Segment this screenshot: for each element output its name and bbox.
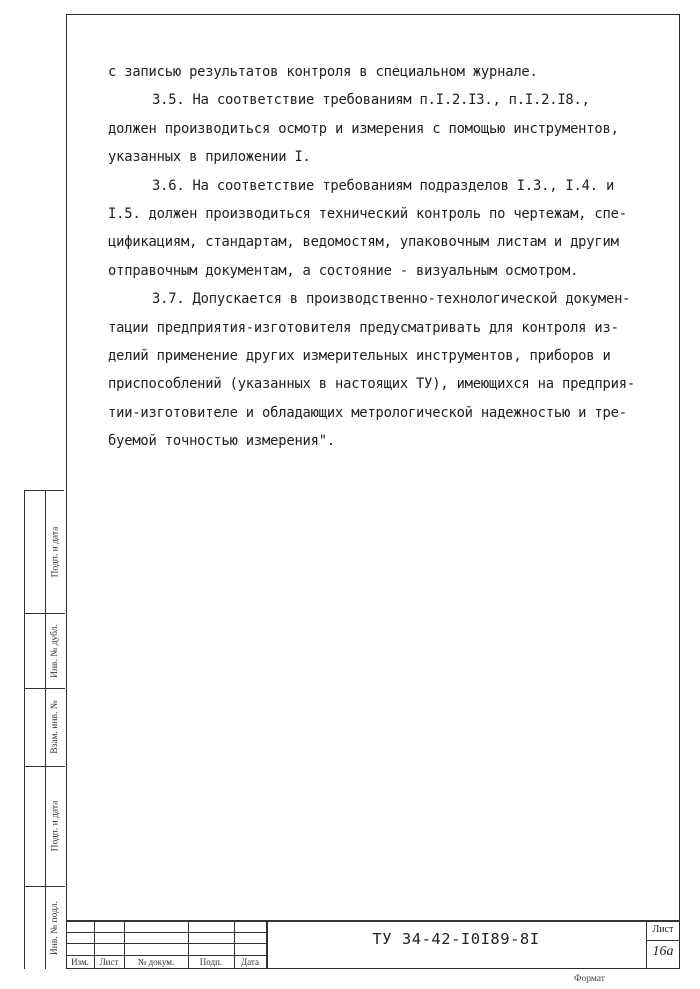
strip-label-orig-inv: Инв. № подл. [50,900,61,956]
text-line: 3.7. Допускается в производственно-технологической докумен- [152,291,631,308]
stamp-header-sheet: Лист [99,957,119,967]
text-line: тии-изготовителе и обладающих метрологической надежностью и тре- [108,404,627,421]
text-line: отправочным документам, а состояние - визуальным осмотром. [108,262,579,279]
text-line: 3.6. На соответствие требованиям подразделов I.3., I.4. и [152,177,615,194]
stamp-line [66,920,680,922]
text-line: тации предприятия-изготовителя предусматривать для контроля из- [108,319,619,336]
sheet-label: Лист [652,924,674,935]
stamp-line [66,943,266,944]
strip-label-dup-inv: Инв. № дубл. [50,623,61,678]
strip-label-replace-inv: Взам. инв. № [50,700,61,754]
strip-label-sign-date-2: Подп. и дата [50,800,61,852]
text-line: с записью результатов контроля в специальном журнале. [108,64,538,80]
text-line: 3.5. На соответствие требованиям п.I.2.I3., п.I.2.I8., [152,92,590,109]
text-line: I.5. должен производиться технический контроль по чертежам, спе- [108,206,627,223]
stamp-line [66,932,266,933]
text-line: буемой точностью измерения". [108,433,335,450]
text-line: цификациям, стандартам, ведомостям, упаковочным листам и другим [108,234,619,251]
stamp-header-date: Дата [241,957,259,967]
format-label: Формат [574,974,605,984]
title-block [66,920,680,969]
stamp-line [646,940,680,941]
text-line: делий применение других измерительных инструментов, приборов и [108,348,611,365]
side-registration-strip [24,490,64,969]
strip-label-sign-date: Подп. и дата [50,526,61,578]
document-body [108,58,683,456]
text-line: должен производиться осмотр и измерения с помощью инструментов, [108,120,619,137]
text-line: приспособлений (указанных в настоящих ТУ), имеющихся на предприя- [108,376,635,393]
text-line: указанных в приложении I. [108,149,311,166]
stamp-header-signature: Подп. [199,957,223,967]
stamp-header-change: Изм. [71,957,89,967]
document-number: ТУ 34-42-I0I89-8I [372,930,540,948]
sheet-number: 16а [652,944,674,959]
stamp-header-doc-no: № докум. [137,957,175,967]
